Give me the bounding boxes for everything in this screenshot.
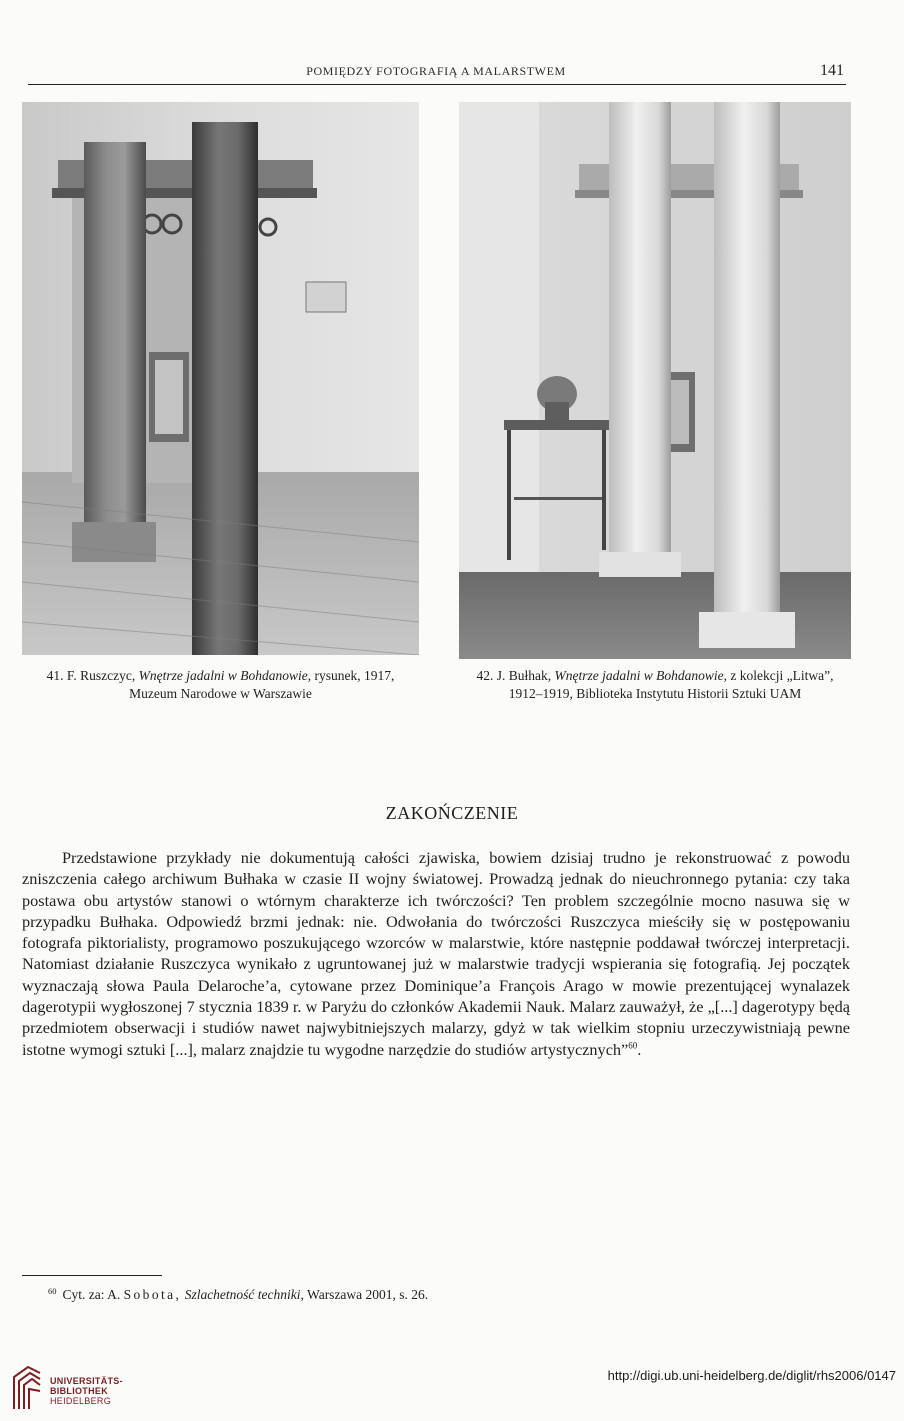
library-name-line-1: UNIVERSITÄTS-	[50, 1376, 123, 1386]
running-header	[28, 62, 844, 84]
library-name-line-2: BIBLIOTHEK	[50, 1386, 108, 1396]
footnote-prefix: Cyt. za: A.	[62, 1287, 121, 1302]
paragraph	[22, 847, 850, 1060]
body-text	[22, 847, 850, 1060]
photograph-illustration	[459, 102, 851, 659]
figure-42-author: J. Bułhak,	[496, 668, 552, 683]
library-name	[50, 1376, 123, 1406]
header-rule	[28, 84, 846, 85]
library-url-link[interactable]: http://digi.ub.uni-heidelberg.de/diglit/rhs2006/0147	[607, 1368, 896, 1383]
drawing-illustration	[22, 102, 419, 655]
figure-42-photograph	[459, 102, 851, 659]
figure-42-title: Wnętrze jadalni w Bohdanowie	[554, 668, 724, 683]
page-number: 141	[820, 62, 844, 79]
footnote-title: Szlachetność techniki	[184, 1287, 301, 1302]
footnote-number: 60	[48, 1285, 57, 1296]
figure-41-number: 41.	[46, 668, 64, 683]
figure-42-details: , z kolekcji „Litwa”, 1912–1919, Biblioteka Instytutu Historii Sztuki UAM	[508, 668, 834, 701]
figure-41-author: F. Ruszczyc,	[66, 668, 136, 683]
figure-42-number: 42.	[476, 668, 494, 683]
figure-41-caption	[22, 667, 419, 702]
library-mark-icon	[10, 1363, 44, 1411]
running-title: POMIĘDZY FOTOGRAFIĄ A MALARSTWEM	[306, 64, 566, 78]
library-logo[interactable]	[10, 1363, 160, 1413]
footnote	[48, 1285, 429, 1304]
figure-41-title: Wnętrze jadalni w Bohdanowie	[138, 668, 308, 683]
figure-41-details: , rysunek, 1917, Muzeum Narodowe w Warszawie	[129, 668, 395, 701]
footnote-rule	[22, 1275, 162, 1276]
section-title: ZAKOŃCZENIE	[385, 803, 519, 823]
library-name-line-3: HEIDELBERG	[50, 1396, 112, 1406]
footnote-reference[interactable]: 60	[628, 1040, 638, 1051]
paragraph-text: Przedstawione przykłady nie dokumentują całości zjawiska, bowiem dzisiaj trudno je rekonstruować z powodu zniszczenia całego archiwum Bułhaka w czasie II wojny światowej. Prowadzą jednak do nieuchronnego pytania: czy taka postawa obu artystów stanowi o wtórnym charakterze ich twórczości? Ten problem szczególnie mocno nasuwa się w przypadku Bułhaka. Odpowiedź brzmi jednak: nie. Odwołania do twórczości Ruszczyca mieściły się w postępowaniu fotografa piktorialisty, programowo poszukującego wzorców w malarstwie, które następnie poddawał twórczej interpretacji. Natomiast działanie Ruszczyca wynikało z ugruntowanej już w malarstwie tradycji wspierania się fotografią. Jej początek wyznaczają słowa Paula Delaroche’a, cytowane przez Dominique’a François Arago w mowie prezentującej wynalazek dagerotypii wygłoszonej 7 stycznia 1839 r. w Paryżu do członków Akademii Nauk. Malarz zauważył, że „[...] dagerotypy będą przedmiotem obserwacji i studiów nawet najwybitniejszych malarzy, gdyż w tak wielkim stopniu urzeczywistniają pewne istotne wymogi sztuki [...], malarz znajdzie tu wygodne narzędzie do studiów artystycznych”	[22, 848, 850, 1059]
footnote-details: , Warszawa 2001, s. 26.	[300, 1287, 429, 1302]
paragraph-end: .	[637, 1039, 642, 1059]
figure-42-caption	[459, 667, 851, 702]
figure-41-drawing	[22, 102, 419, 655]
footnote-author: Sobota,	[123, 1287, 182, 1302]
